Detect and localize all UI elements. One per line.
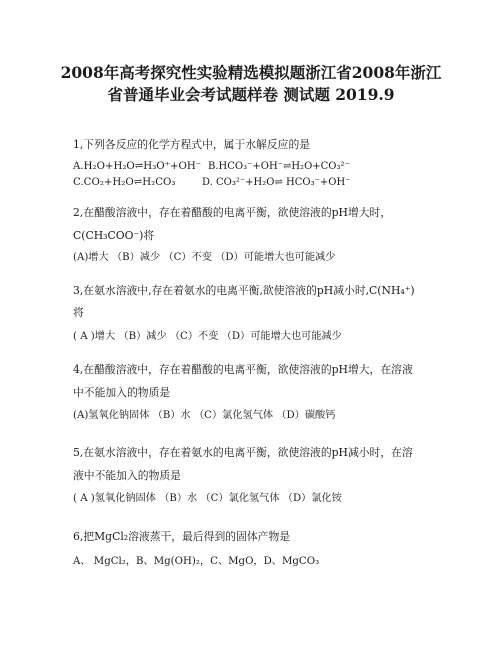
question-5-stem-line-2: 液中不能加入的物质是 (73, 469, 181, 482)
title-line-1: 2008年高考探究性实验精选模拟题浙江省2008年浙江 (60, 63, 442, 82)
question-2-options: (A)增大 （B）减少 （C）不变 （D）可能增大也可能减少 (73, 252, 336, 263)
title-line-2: 省普通毕业会考试题样卷 测试题 2019.9 (107, 85, 395, 104)
question-1-option-a: A.H₂O+H₂O⇌H₃O⁺+OH⁻ (73, 161, 202, 172)
question-3-stem-line-2: 将 (73, 306, 84, 319)
question-5-stem-line-1: 5,在氨水溶液中，存在着氨水的电离平衡，欲使溶液的pH减小时，在溶 (73, 446, 413, 459)
question-2-stem-line-2: C(CH₃COO⁻)将 (73, 229, 155, 242)
question-2-stem-line-1: 2,在醋酸溶液中，存在着醋酸的电离平衡，欲使溶液的pH增大时， (73, 206, 392, 219)
question-4-options: (A)氢氧化钠固体 （B）水 （C）氯化氢气体 （D）碳酸钙 (73, 410, 336, 421)
question-1-option-d: D. CO₃²⁻+H₂O⇌ HCO₃⁻+OH⁻ (202, 177, 351, 188)
question-4-stem-line-1: 4,在醋酸溶液中，存在着醋酸的电离平衡，欲使溶液的pH增大，在溶液 (73, 363, 413, 376)
question-4-stem-line-2: 中不能加入的物质是 (73, 386, 171, 399)
question-1-stem: 1,下列各反应的化学方程式中，属于水解反应的是 (73, 138, 311, 151)
question-3-options: ( A )增大 （B）减少 （C）不变 （D）可能增大也可能减少 (73, 331, 342, 342)
question-1-option-b: B.HCO₃⁻+OH⁻⇌H₂O+CO₃²⁻ (208, 161, 350, 172)
document-title (40, 62, 462, 106)
question-6-stem: 6,把MgCl₂溶液蒸干，最后得到的固体产物是 (73, 530, 291, 543)
question-6-options: A、 MgCl₂，B、Mg(OH)₂，C、MgO，D、MgCO₃ (73, 556, 320, 567)
question-3-stem-line-1: 3,在氨水溶液中,存在着氨水的电离平衡,欲使溶液的pH减小时,C(NH₄⁺) (73, 284, 415, 297)
question-5-options: ( A )氢氧化钠固体 （B）水 （C）氯化氢气体 （D）氯化铵 (73, 493, 342, 504)
question-1-option-c: C.CO₂+H₂O⇌H₂CO₃ (73, 177, 176, 188)
